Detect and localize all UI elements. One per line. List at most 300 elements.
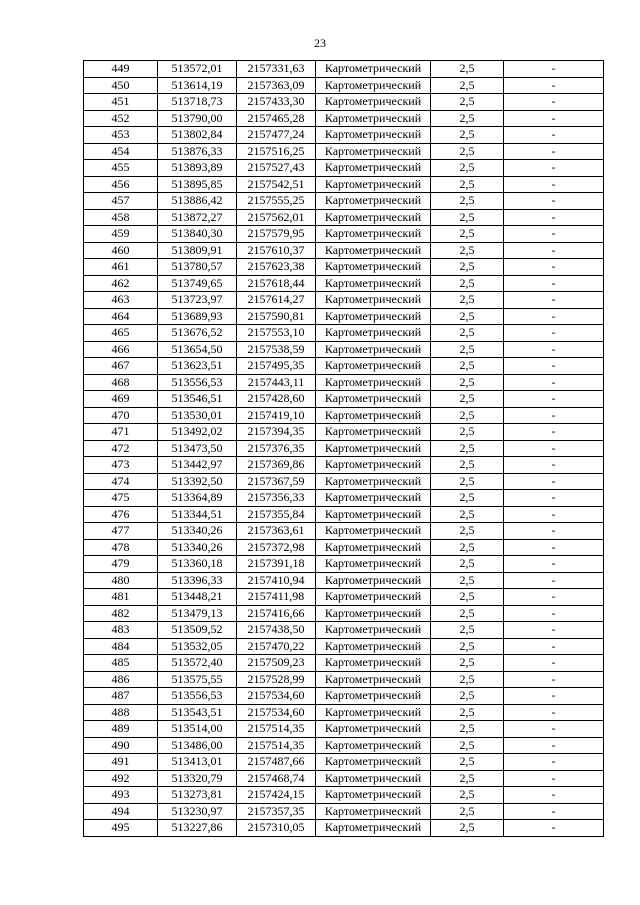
coord-y-cell: 2157534,60 (237, 704, 316, 721)
description-cell: - (504, 622, 604, 639)
accuracy-cell: 2,5 (431, 457, 504, 474)
coord-x-cell: 513572,40 (158, 655, 237, 672)
description-cell: - (504, 820, 604, 837)
description-cell: - (504, 242, 604, 259)
coord-y-cell: 2157356,33 (237, 490, 316, 507)
coord-x-cell: 513479,13 (158, 605, 237, 622)
coord-x-cell: 513893,89 (158, 160, 237, 177)
description-cell: - (504, 143, 604, 160)
coord-x-cell: 513802,84 (158, 127, 237, 144)
table-row (84, 358, 604, 375)
method-cell: Картометрический (316, 457, 431, 474)
point-number-cell: 453 (84, 127, 158, 144)
coord-x-cell: 513448,21 (158, 589, 237, 606)
table-row (84, 391, 604, 408)
accuracy-cell: 2,5 (431, 407, 504, 424)
coord-x-cell: 513790,00 (158, 110, 237, 127)
table-row (84, 688, 604, 705)
table-row (84, 242, 604, 259)
point-number-cell: 488 (84, 704, 158, 721)
coord-x-cell: 513886,42 (158, 193, 237, 210)
coord-x-cell: 513689,93 (158, 308, 237, 325)
point-number-cell: 494 (84, 803, 158, 820)
method-cell: Картометрический (316, 787, 431, 804)
method-cell: Картометрический (316, 539, 431, 556)
description-cell: - (504, 490, 604, 507)
accuracy-cell: 2,5 (431, 193, 504, 210)
method-cell: Картометрический (316, 358, 431, 375)
method-cell: Картометрический (316, 94, 431, 111)
coord-x-cell: 513780,57 (158, 259, 237, 276)
description-cell: - (504, 787, 604, 804)
coord-y-cell: 2157391,18 (237, 556, 316, 573)
accuracy-cell: 2,5 (431, 226, 504, 243)
table-row (84, 440, 604, 457)
coord-x-cell: 513556,53 (158, 374, 237, 391)
coord-y-cell: 2157538,59 (237, 341, 316, 358)
coord-y-cell: 2157428,60 (237, 391, 316, 408)
table-row (84, 754, 604, 771)
description-cell: - (504, 110, 604, 127)
coord-y-cell: 2157470,22 (237, 638, 316, 655)
coord-y-cell: 2157433,30 (237, 94, 316, 111)
accuracy-cell: 2,5 (431, 242, 504, 259)
point-number-cell: 459 (84, 226, 158, 243)
method-cell: Картометрический (316, 292, 431, 309)
accuracy-cell: 2,5 (431, 490, 504, 507)
table-row (84, 259, 604, 276)
point-number-cell: 485 (84, 655, 158, 672)
accuracy-cell: 2,5 (431, 391, 504, 408)
description-cell: - (504, 77, 604, 94)
description-cell: - (504, 803, 604, 820)
point-number-cell: 467 (84, 358, 158, 375)
accuracy-cell: 2,5 (431, 77, 504, 94)
table-row (84, 292, 604, 309)
coord-y-cell: 2157516,25 (237, 143, 316, 160)
coord-y-cell: 2157363,09 (237, 77, 316, 94)
accuracy-cell: 2,5 (431, 275, 504, 292)
description-cell: - (504, 737, 604, 754)
description-cell: - (504, 160, 604, 177)
table-row (84, 737, 604, 754)
point-number-cell: 470 (84, 407, 158, 424)
coord-y-cell: 2157419,10 (237, 407, 316, 424)
coord-y-cell: 2157357,35 (237, 803, 316, 820)
method-cell: Картометрический (316, 688, 431, 705)
coord-x-cell: 513543,51 (158, 704, 237, 721)
point-number-cell: 478 (84, 539, 158, 556)
coord-y-cell: 2157369,86 (237, 457, 316, 474)
coord-y-cell: 2157477,24 (237, 127, 316, 144)
coord-y-cell: 2157579,95 (237, 226, 316, 243)
description-cell: - (504, 539, 604, 556)
method-cell: Картометрический (316, 407, 431, 424)
coord-y-cell: 2157527,43 (237, 160, 316, 177)
method-cell: Картометрический (316, 473, 431, 490)
method-cell: Картометрический (316, 226, 431, 243)
table-row (84, 424, 604, 441)
point-number-cell: 458 (84, 209, 158, 226)
description-cell: - (504, 407, 604, 424)
table-row (84, 407, 604, 424)
coord-x-cell: 513895,85 (158, 176, 237, 193)
accuracy-cell: 2,5 (431, 770, 504, 787)
coord-x-cell: 513623,51 (158, 358, 237, 375)
method-cell: Картометрический (316, 110, 431, 127)
point-number-cell: 454 (84, 143, 158, 160)
method-cell: Картометрический (316, 490, 431, 507)
description-cell: - (504, 374, 604, 391)
table-row (84, 605, 604, 622)
method-cell: Картометрический (316, 77, 431, 94)
method-cell: Картометрический (316, 820, 431, 837)
method-cell: Картометрический (316, 622, 431, 639)
method-cell: Картометрический (316, 704, 431, 721)
coord-y-cell: 2157310,05 (237, 820, 316, 837)
point-number-cell: 477 (84, 523, 158, 540)
point-number-cell: 451 (84, 94, 158, 111)
accuracy-cell: 2,5 (431, 787, 504, 804)
table-row (84, 787, 604, 804)
coord-y-cell: 2157394,35 (237, 424, 316, 441)
coord-y-cell: 2157468,74 (237, 770, 316, 787)
coord-x-cell: 513676,52 (158, 325, 237, 342)
table-row (84, 671, 604, 688)
accuracy-cell: 2,5 (431, 94, 504, 111)
accuracy-cell: 2,5 (431, 721, 504, 738)
table-row (84, 572, 604, 589)
coord-y-cell: 2157542,51 (237, 176, 316, 193)
coord-x-cell: 513840,30 (158, 226, 237, 243)
coord-y-cell: 2157410,94 (237, 572, 316, 589)
coord-y-cell: 2157623,38 (237, 259, 316, 276)
coord-x-cell: 513876,33 (158, 143, 237, 160)
accuracy-cell: 2,5 (431, 325, 504, 342)
point-number-cell: 481 (84, 589, 158, 606)
coord-y-cell: 2157487,66 (237, 754, 316, 771)
point-number-cell: 463 (84, 292, 158, 309)
coord-x-cell: 513413,01 (158, 754, 237, 771)
coord-y-cell: 2157610,37 (237, 242, 316, 259)
coord-x-cell: 513749,65 (158, 275, 237, 292)
method-cell: Картометрический (316, 61, 431, 78)
accuracy-cell: 2,5 (431, 358, 504, 375)
coord-x-cell: 513872,27 (158, 209, 237, 226)
point-number-cell: 461 (84, 259, 158, 276)
point-number-cell: 469 (84, 391, 158, 408)
method-cell: Картометрический (316, 308, 431, 325)
point-number-cell: 456 (84, 176, 158, 193)
accuracy-cell: 2,5 (431, 160, 504, 177)
description-cell: - (504, 226, 604, 243)
table-row (84, 325, 604, 342)
table-row (84, 539, 604, 556)
coord-x-cell: 513320,79 (158, 770, 237, 787)
table-row (84, 94, 604, 111)
point-number-cell: 491 (84, 754, 158, 771)
coord-x-cell: 513509,52 (158, 622, 237, 639)
coord-y-cell: 2157376,35 (237, 440, 316, 457)
accuracy-cell: 2,5 (431, 506, 504, 523)
table-row (84, 110, 604, 127)
description-cell: - (504, 770, 604, 787)
table-row (84, 803, 604, 820)
point-number-cell: 490 (84, 737, 158, 754)
description-cell: - (504, 721, 604, 738)
coord-y-cell: 2157553,10 (237, 325, 316, 342)
table-row (84, 638, 604, 655)
table-row (84, 176, 604, 193)
description-cell: - (504, 127, 604, 144)
accuracy-cell: 2,5 (431, 110, 504, 127)
point-number-cell: 452 (84, 110, 158, 127)
description-cell: - (504, 671, 604, 688)
point-number-cell: 465 (84, 325, 158, 342)
description-cell: - (504, 209, 604, 226)
point-number-cell: 476 (84, 506, 158, 523)
accuracy-cell: 2,5 (431, 605, 504, 622)
coord-y-cell: 2157534,60 (237, 688, 316, 705)
table-row (84, 308, 604, 325)
description-cell: - (504, 176, 604, 193)
table-row (84, 143, 604, 160)
method-cell: Картометрический (316, 209, 431, 226)
coord-y-cell: 2157443,11 (237, 374, 316, 391)
description-cell: - (504, 308, 604, 325)
table-row (84, 473, 604, 490)
accuracy-cell: 2,5 (431, 127, 504, 144)
coord-x-cell: 513514,00 (158, 721, 237, 738)
accuracy-cell: 2,5 (431, 209, 504, 226)
description-cell: - (504, 605, 604, 622)
point-number-cell: 450 (84, 77, 158, 94)
point-number-cell: 471 (84, 424, 158, 441)
accuracy-cell: 2,5 (431, 572, 504, 589)
description-cell: - (504, 523, 604, 540)
description-cell: - (504, 655, 604, 672)
coord-y-cell: 2157465,28 (237, 110, 316, 127)
table-row (84, 820, 604, 837)
accuracy-cell: 2,5 (431, 589, 504, 606)
table-row (84, 589, 604, 606)
table-row (84, 770, 604, 787)
coord-x-cell: 513442,97 (158, 457, 237, 474)
point-number-cell: 472 (84, 440, 158, 457)
point-number-cell: 479 (84, 556, 158, 573)
description-cell: - (504, 589, 604, 606)
method-cell: Картометрический (316, 671, 431, 688)
point-number-cell: 492 (84, 770, 158, 787)
coord-x-cell: 513556,53 (158, 688, 237, 705)
coordinates-table-body (84, 61, 604, 837)
point-number-cell: 468 (84, 374, 158, 391)
coord-x-cell: 513396,33 (158, 572, 237, 589)
coord-y-cell: 2157438,50 (237, 622, 316, 639)
point-number-cell: 495 (84, 820, 158, 837)
method-cell: Картометрический (316, 160, 431, 177)
coord-x-cell: 513486,00 (158, 737, 237, 754)
accuracy-cell: 2,5 (431, 539, 504, 556)
coord-y-cell: 2157528,99 (237, 671, 316, 688)
coord-x-cell: 513360,18 (158, 556, 237, 573)
method-cell: Картометрический (316, 176, 431, 193)
accuracy-cell: 2,5 (431, 440, 504, 457)
coord-x-cell: 513473,50 (158, 440, 237, 457)
table-row (84, 61, 604, 78)
accuracy-cell: 2,5 (431, 737, 504, 754)
method-cell: Картометрический (316, 374, 431, 391)
description-cell: - (504, 473, 604, 490)
table-row (84, 506, 604, 523)
accuracy-cell: 2,5 (431, 374, 504, 391)
description-cell: - (504, 292, 604, 309)
accuracy-cell: 2,5 (431, 292, 504, 309)
coord-y-cell: 2157411,98 (237, 589, 316, 606)
table-row (84, 721, 604, 738)
table-row (84, 193, 604, 210)
table-row (84, 556, 604, 573)
coord-x-cell: 513546,51 (158, 391, 237, 408)
coord-x-cell: 513340,26 (158, 523, 237, 540)
coord-y-cell: 2157590,81 (237, 308, 316, 325)
method-cell: Картометрический (316, 506, 431, 523)
coord-x-cell: 513530,01 (158, 407, 237, 424)
table-row (84, 523, 604, 540)
table-row (84, 226, 604, 243)
page-number: 23 (314, 36, 326, 50)
coord-y-cell: 2157495,35 (237, 358, 316, 375)
description-cell: - (504, 424, 604, 441)
point-number-cell: 464 (84, 308, 158, 325)
accuracy-cell: 2,5 (431, 671, 504, 688)
coordinates-table (83, 60, 604, 837)
table-row (84, 490, 604, 507)
accuracy-cell: 2,5 (431, 523, 504, 540)
coord-y-cell: 2157424,15 (237, 787, 316, 804)
coord-x-cell: 513392,50 (158, 473, 237, 490)
accuracy-cell: 2,5 (431, 176, 504, 193)
coord-x-cell: 513572,01 (158, 61, 237, 78)
method-cell: Картометрический (316, 803, 431, 820)
accuracy-cell: 2,5 (431, 308, 504, 325)
coord-y-cell: 2157514,35 (237, 737, 316, 754)
accuracy-cell: 2,5 (431, 424, 504, 441)
table-row (84, 209, 604, 226)
table-row (84, 622, 604, 639)
coord-x-cell: 513273,81 (158, 787, 237, 804)
point-number-cell: 475 (84, 490, 158, 507)
coord-y-cell: 2157509,23 (237, 655, 316, 672)
accuracy-cell: 2,5 (431, 556, 504, 573)
table-row (84, 341, 604, 358)
description-cell: - (504, 506, 604, 523)
method-cell: Картометрический (316, 275, 431, 292)
method-cell: Картометрический (316, 737, 431, 754)
accuracy-cell: 2,5 (431, 473, 504, 490)
table-row (84, 127, 604, 144)
method-cell: Картометрический (316, 572, 431, 589)
coord-y-cell: 2157555,25 (237, 193, 316, 210)
description-cell: - (504, 754, 604, 771)
point-number-cell: 460 (84, 242, 158, 259)
table-row (84, 457, 604, 474)
point-number-cell: 482 (84, 605, 158, 622)
point-number-cell: 489 (84, 721, 158, 738)
accuracy-cell: 2,5 (431, 622, 504, 639)
coord-x-cell: 513723,97 (158, 292, 237, 309)
description-cell: - (504, 457, 604, 474)
coord-x-cell: 513654,50 (158, 341, 237, 358)
method-cell: Картометрический (316, 605, 431, 622)
description-cell: - (504, 94, 604, 111)
coord-y-cell: 2157416,66 (237, 605, 316, 622)
point-number-cell: 486 (84, 671, 158, 688)
coord-y-cell: 2157355,84 (237, 506, 316, 523)
point-number-cell: 474 (84, 473, 158, 490)
method-cell: Картометрический (316, 127, 431, 144)
description-cell: - (504, 572, 604, 589)
method-cell: Картометрический (316, 391, 431, 408)
coord-x-cell: 513718,73 (158, 94, 237, 111)
point-number-cell: 484 (84, 638, 158, 655)
method-cell: Картометрический (316, 424, 431, 441)
accuracy-cell: 2,5 (431, 754, 504, 771)
method-cell: Картометрический (316, 556, 431, 573)
method-cell: Картометрический (316, 655, 431, 672)
method-cell: Картометрический (316, 589, 431, 606)
coord-x-cell: 513492,02 (158, 424, 237, 441)
method-cell: Картометрический (316, 440, 431, 457)
point-number-cell: 457 (84, 193, 158, 210)
table-row (84, 160, 604, 177)
coord-x-cell: 513340,26 (158, 539, 237, 556)
point-number-cell: 493 (84, 787, 158, 804)
accuracy-cell: 2,5 (431, 61, 504, 78)
accuracy-cell: 2,5 (431, 655, 504, 672)
point-number-cell: 487 (84, 688, 158, 705)
table-row (84, 77, 604, 94)
accuracy-cell: 2,5 (431, 688, 504, 705)
description-cell: - (504, 325, 604, 342)
table-row (84, 704, 604, 721)
method-cell: Картометрический (316, 325, 431, 342)
description-cell: - (504, 638, 604, 655)
point-number-cell: 449 (84, 61, 158, 78)
table-row (84, 655, 604, 672)
description-cell: - (504, 259, 604, 276)
coord-y-cell: 2157514,35 (237, 721, 316, 738)
accuracy-cell: 2,5 (431, 143, 504, 160)
method-cell: Картометрический (316, 259, 431, 276)
point-number-cell: 466 (84, 341, 158, 358)
method-cell: Картометрический (316, 242, 431, 259)
coord-x-cell: 513809,91 (158, 242, 237, 259)
coord-y-cell: 2157562,01 (237, 209, 316, 226)
coord-x-cell: 513227,86 (158, 820, 237, 837)
description-cell: - (504, 391, 604, 408)
coord-y-cell: 2157372,98 (237, 539, 316, 556)
accuracy-cell: 2,5 (431, 638, 504, 655)
coord-y-cell: 2157331,63 (237, 61, 316, 78)
point-number-cell: 473 (84, 457, 158, 474)
description-cell: - (504, 341, 604, 358)
description-cell: - (504, 556, 604, 573)
coord-x-cell: 513575,55 (158, 671, 237, 688)
method-cell: Картометрический (316, 770, 431, 787)
table-row (84, 374, 604, 391)
point-number-cell: 462 (84, 275, 158, 292)
